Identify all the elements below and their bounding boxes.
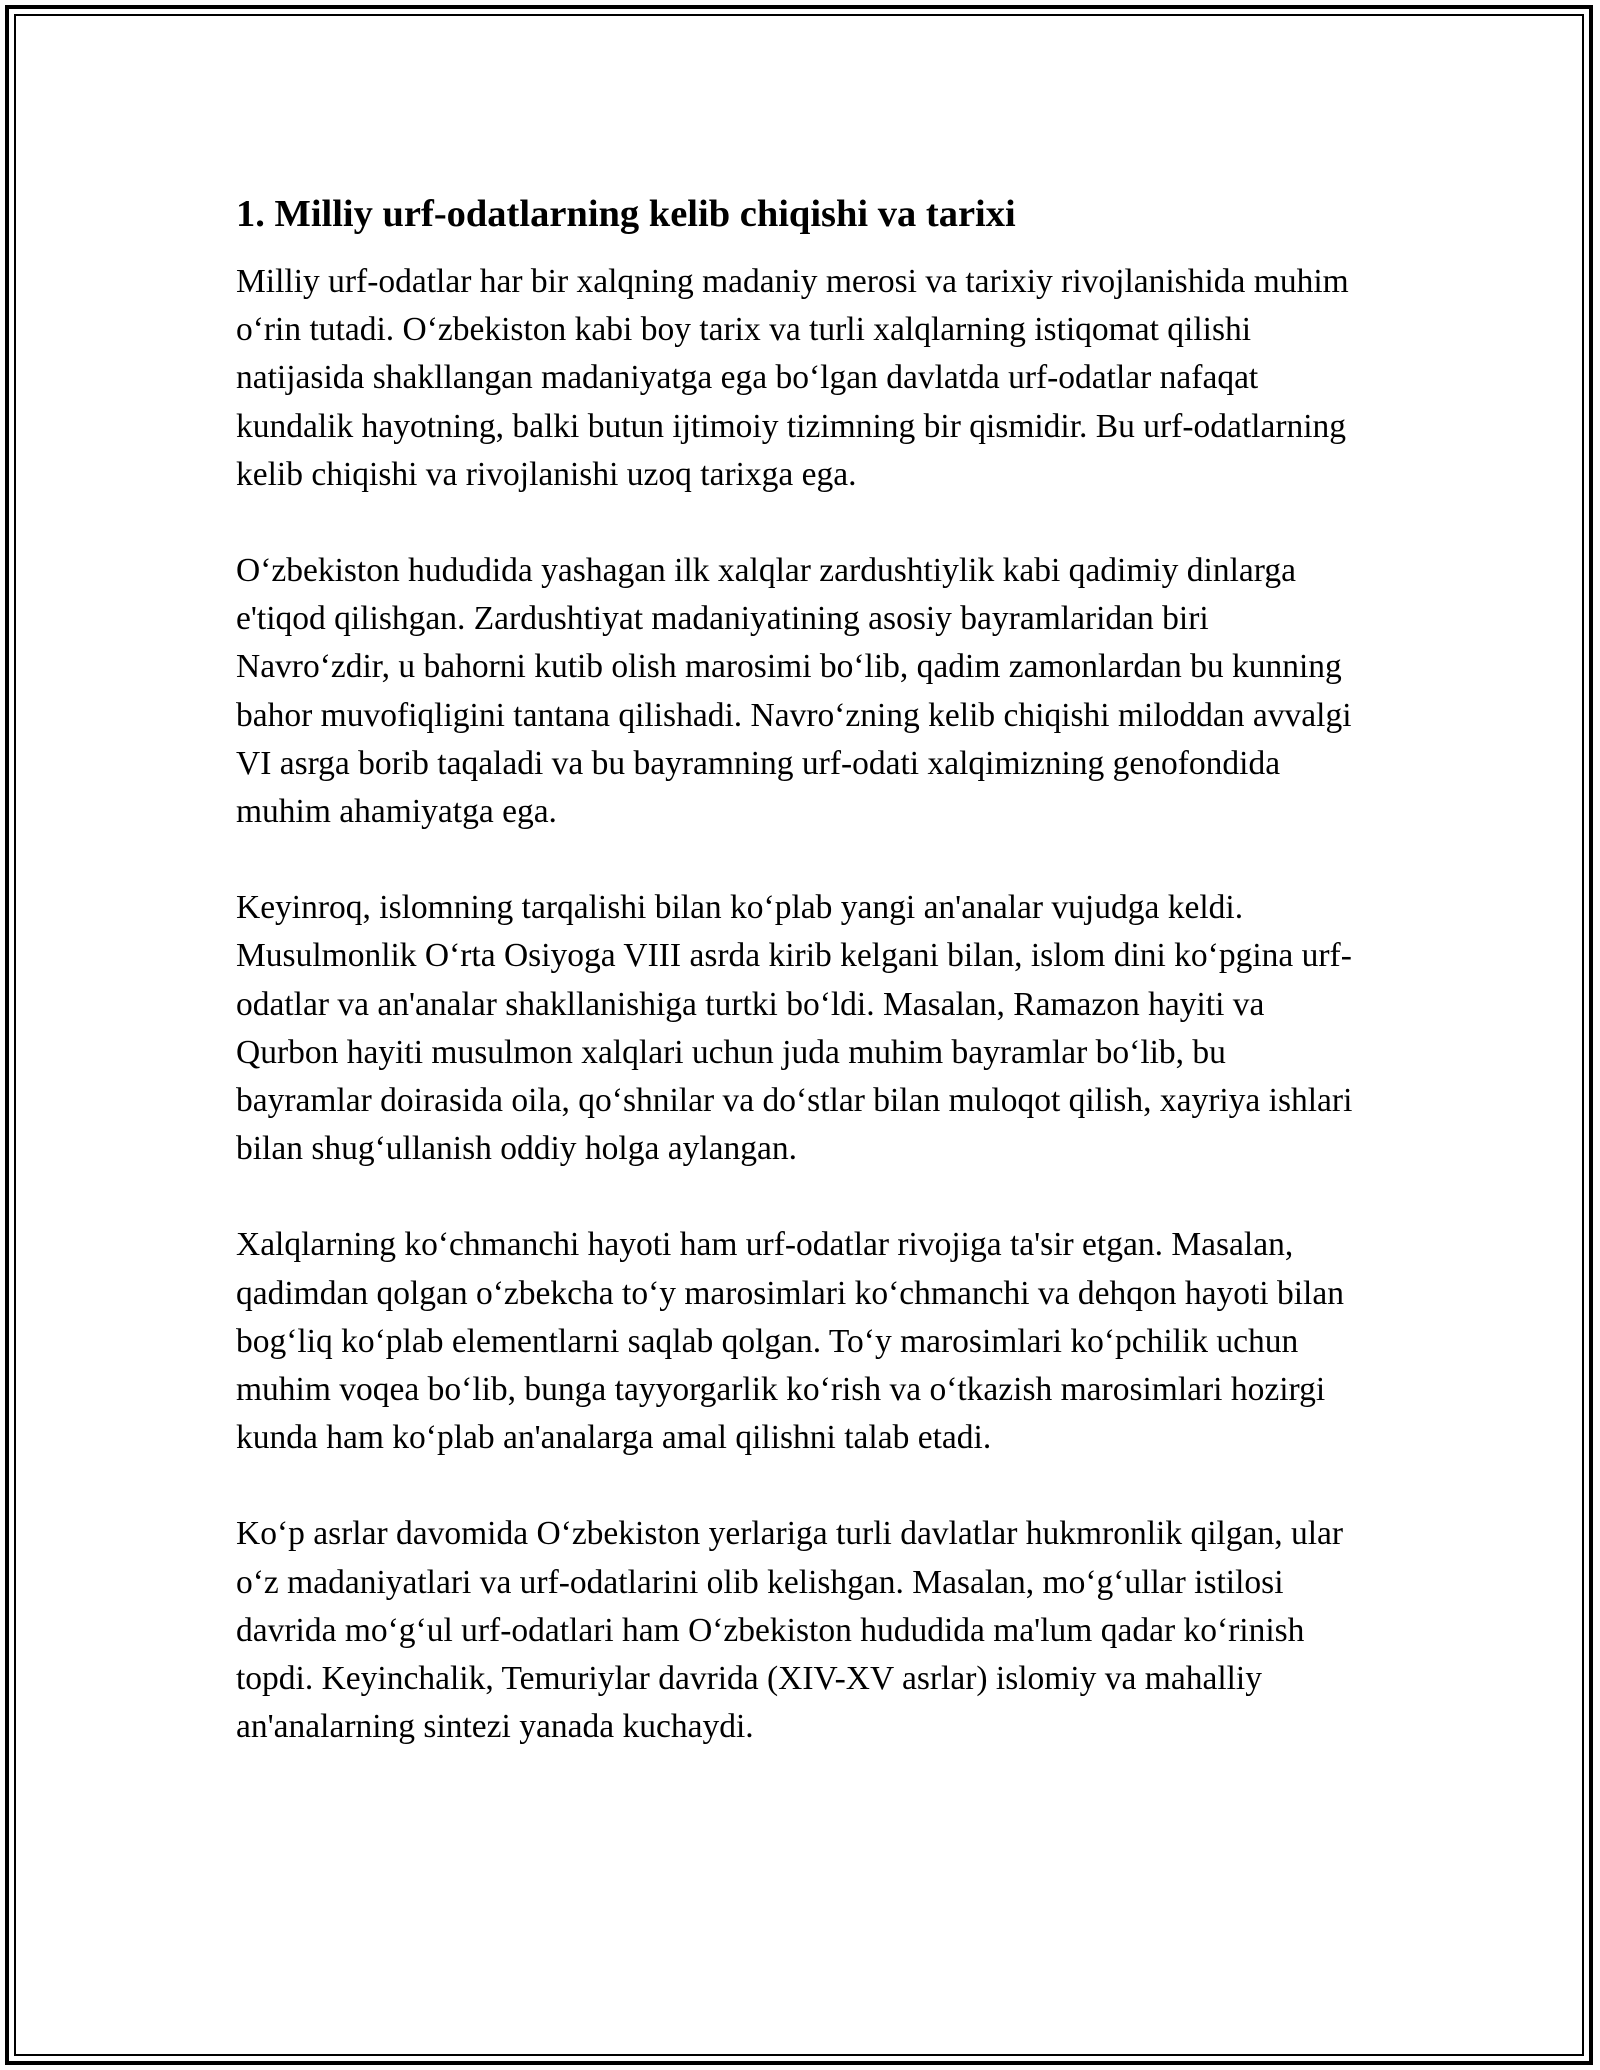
paragraph-5: Koʻp asrlar davomida Oʻzbekiston yerlariga turli davlatlar hukmronlik qilgan, ular oʻz madaniyatlari va urf-odatlarini olib kelishgan. Masalan, moʻgʻullar istilosi davrida moʻgʻul urf-odatlari ham Oʻzbekiston hududida ma'lum qadar koʻrinish topdi. Keyinchalik, Temuriylar davrida (XIV-XV asrlar) islomiy va mahalliy an'analarning sintezi yanada kuchaydi. xyxy=(236,1515,1344,1746)
document-body xyxy=(236,188,1366,1799)
paragraph-3: Keyinroq, islomning tarqalishi bilan koʻplab yangi an'analar vujudga keldi. Musulmonlik Oʻrta Osiyoga VIII asrda kirib kelgani bilan, islom dini koʻpgina urf-odatlar va an'analar shakllanishiga turtki boʻldi. Masalan, Ramazon hayiti va Qurbon hayiti musulmon xalqlari uchun juda muhim bayramlar boʻlib, bu bayramlar doirasida oila, qoʻshnilar va doʻstlar bilan muloqot qilish, xayriya ishlari bilan shugʻullanish oddiy holga aylangan. xyxy=(236,889,1353,1168)
paragraph-4: Xalqlarning koʻchmanchi hayoti ham urf-odatlar rivojiga ta'sir etgan. Masalan, qadimdan qolgan oʻzbekcha toʻy marosimlari koʻchmanchi va dehqon hayoti bilan bogʻliq koʻplab elementlarni saqlab qolgan. Toʻy marosimlari koʻpchilik uchun muhim voqea boʻlib, bunga tayyorgarlik koʻrish va oʻtkazish marosimlari hozirgi kunda ham koʻplab an'analarga amal qilishni talab etadi. xyxy=(236,1226,1344,1457)
paragraph-1: Milliy urf-odatlar har bir xalqning madaniy merosi va tarixiy rivojlanishida muhim oʻrin tutadi. Oʻzbekiston kabi boy tarix va turli xalqlarning istiqomat qilishi natijasida shakllangan madaniyatga ega boʻlgan davlatda urf-odatlar nafaqat kundalik hayotning, balki butun ijtimoiy tizimning bir qismidir. Bu urf-odatlarning kelib chiqishi va rivojlanishi uzoq tarixga ega. xyxy=(236,263,1349,493)
paragraph-2: Oʻzbekiston hududida yashagan ilk xalqlar zardushtiylik kabi qadimiy dinlarga e'tiqod qilishgan. Zardushtiyat madaniyatining asosiy bayramlaridan biri Navroʻzdir, u bahorni kutib olish marosimi boʻlib, qadim zamonlardan bu kunning bahor muvofiqligini tantana qilishadi. Navroʻzning kelib chiqishi miloddan avvalgi VI asrga borib taqaladi va bu bayramning urf-odati xalqimizning genofondida muhim ahamiyatga ega. xyxy=(236,552,1352,831)
section-heading: 1. Milliy urf-odatlarning kelib chiqishi va tarixi xyxy=(236,193,1016,235)
